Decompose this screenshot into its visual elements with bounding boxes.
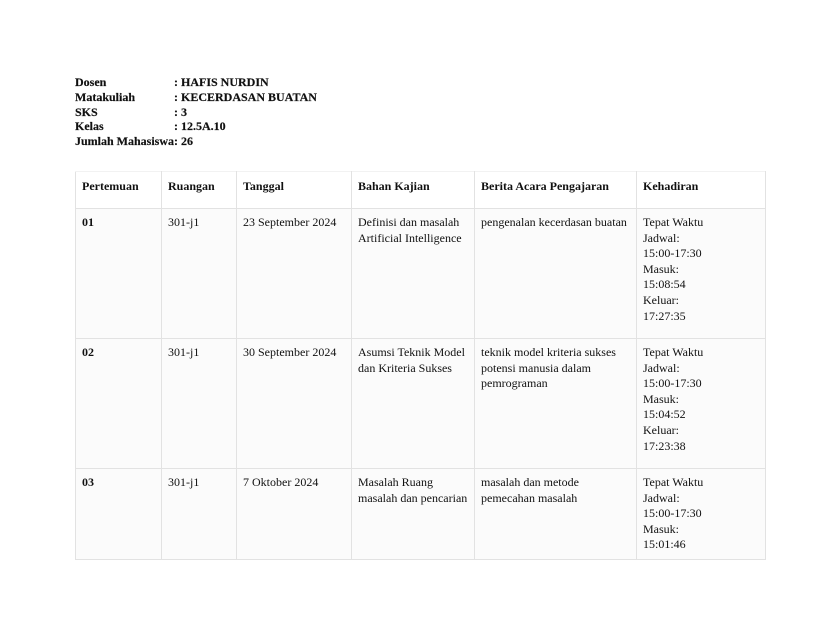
cell-berita-acara: masalah dan metode pemecahan masalah (475, 469, 637, 560)
cell-bahan-kajian: Masalah Ruang masalah dan pencarian (352, 469, 475, 560)
kehadiran-status: Tepat Waktu (643, 215, 704, 229)
jumlah-label: Jumlah Mahasiswa (75, 134, 175, 149)
kehadiran-jadwal: 15:00-17:30 (643, 376, 702, 391)
attendance-table (75, 171, 766, 560)
cell-berita-acara: teknik model kriteria sukses potensi manusia dalam pemrograman (475, 339, 637, 469)
cell-pertemuan: 03 (76, 469, 162, 560)
kehadiran-keluar-label: Keluar: (643, 422, 679, 437)
cell-ruangan: 301-j1 (162, 209, 237, 339)
matakuliah-value: : KECERDASAN BUATAN (174, 89, 317, 104)
matakuliah-label: Matakuliah (75, 89, 136, 104)
header-bahan-kajian: Bahan Kajian (352, 172, 475, 209)
cell-ruangan: 301-j1 (162, 469, 237, 560)
kehadiran-masuk-label: Masuk: (643, 391, 679, 406)
kehadiran-status: Tepat Waktu (643, 345, 704, 359)
table-row (76, 339, 766, 469)
table-row (76, 209, 766, 339)
kehadiran-jadwal-label: Jadwal: (643, 490, 680, 505)
kehadiran-jadwal: 15:00-17:30 (643, 506, 702, 521)
cell-kehadiran (637, 469, 766, 560)
kehadiran-masuk: 15:04:52 (643, 407, 686, 422)
cell-tanggal: 30 September 2024 (237, 339, 352, 469)
kehadiran-masuk-label: Masuk: (643, 521, 679, 536)
kehadiran-masuk: 15:01:46 (643, 537, 686, 552)
info-row-matakuliah (75, 90, 317, 105)
dosen-label: Dosen (75, 75, 107, 89)
dosen-value: : HAFIS NURDIN (174, 75, 269, 89)
info-row-sks (75, 105, 317, 120)
kehadiran-keluar: 17:27:35 (643, 308, 686, 323)
sks-label: SKS (75, 104, 98, 119)
cell-tanggal: 23 September 2024 (237, 209, 352, 339)
jumlah-value: : 26 (174, 134, 193, 149)
kehadiran-jadwal-label: Jadwal: (643, 230, 680, 245)
info-row-dosen (75, 75, 317, 90)
kehadiran-masuk-label: Masuk: (643, 261, 679, 276)
cell-bahan-kajian: Asumsi Teknik Model dan Kriteria Sukses (352, 339, 475, 469)
table-header-row (76, 172, 766, 209)
kehadiran-masuk: 15:08:54 (643, 277, 686, 292)
cell-tanggal: 7 Oktober 2024 (237, 469, 352, 560)
kelas-value: : 12.5A.10 (174, 119, 226, 134)
sks-value: : 3 (174, 104, 187, 119)
header-pertemuan: Pertemuan (76, 172, 162, 209)
kehadiran-jadwal: 15:00-17:30 (643, 246, 702, 261)
cell-kehadiran (637, 339, 766, 469)
info-row-jumlah (75, 134, 317, 149)
header-ruangan: Ruangan (162, 172, 237, 209)
kehadiran-keluar-label: Keluar: (643, 292, 679, 307)
table-row (76, 469, 766, 560)
info-row-kelas (75, 119, 317, 134)
cell-ruangan: 301-j1 (162, 339, 237, 469)
cell-berita-acara: pengenalan kecerdasan buatan (475, 209, 637, 339)
cell-pertemuan: 02 (76, 339, 162, 469)
header-tanggal: Tanggal (237, 172, 352, 209)
course-info (75, 75, 317, 149)
kehadiran-jadwal-label: Jadwal: (643, 360, 680, 375)
header-kehadiran: Kehadiran (637, 172, 766, 209)
cell-kehadiran (637, 209, 766, 339)
kehadiran-keluar: 17:23:38 (643, 438, 686, 453)
header-berita-acara: Berita Acara Pengajaran (475, 172, 637, 209)
kehadiran-status: Tepat Waktu (643, 475, 704, 489)
kelas-label: Kelas (75, 119, 104, 134)
cell-bahan-kajian: Definisi dan masalah Artificial Intelligence (352, 209, 475, 339)
cell-pertemuan: 01 (76, 209, 162, 339)
